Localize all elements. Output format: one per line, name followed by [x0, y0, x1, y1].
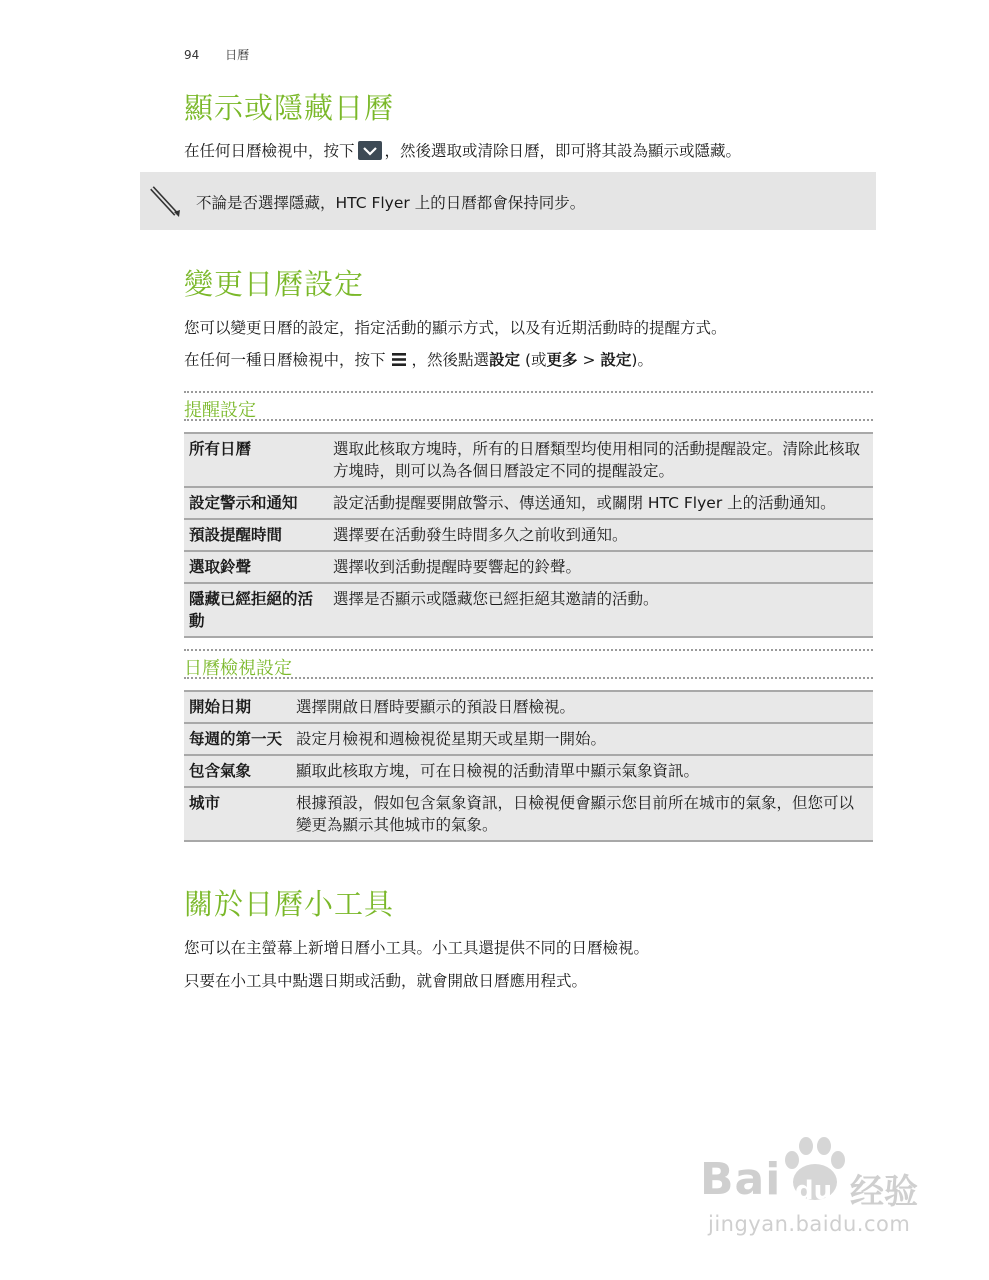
table-row [184, 755, 873, 787]
section-title-change-settings: 變更日曆設定 [184, 267, 365, 301]
baidu-watermark [700, 1134, 940, 1244]
table-row [184, 551, 873, 583]
chevron-down-icon [358, 141, 382, 160]
watermark-url: jingyan.baidu.com [708, 1212, 911, 1236]
menu-icon [389, 350, 409, 369]
note-box [140, 172, 876, 230]
setting-description: 選取此核取方塊時，所有的日曆類型均使用相同的活動提醒設定。清除此核取方塊時，則可以為各個日曆設定不同的提醒設定。 [328, 433, 873, 487]
setting-name: 選取鈴聲 [184, 551, 328, 583]
setting-name: 包含氣象 [184, 755, 291, 787]
section3-para2: 只要在小工具中點選日期或活動，就會開啟日曆應用程式。 [184, 972, 588, 990]
instruction-mid: (或 [520, 351, 547, 369]
pencil-icon [148, 182, 188, 226]
watermark-brand-left: Bai [700, 1154, 782, 1205]
setting-description: 選擇是否顯示或隱藏您已經拒絕其邀請的活動。 [328, 583, 873, 637]
table-row [184, 433, 873, 487]
section2-intro: 您可以變更日曆的設定，指定活動的顯示方式，以及有近期活動時的提醒方式。 [184, 319, 727, 337]
view-settings-heading: 日曆檢視設定 [184, 649, 873, 679]
table-row [184, 583, 873, 637]
setting-description: 顯取此核取方塊，可在日檢視的活動清單中顯示氣象資訊。 [291, 755, 873, 787]
settings-term: 設定 [489, 351, 521, 369]
running-header [184, 46, 249, 63]
view-settings-table [184, 690, 873, 842]
table-row [184, 723, 873, 755]
section-title-show-hide: 顯示或隱藏日曆 [184, 91, 395, 125]
setting-name: 設定警示和通知 [184, 487, 328, 519]
table-row [184, 519, 873, 551]
settings-term-2: 設定 [600, 351, 632, 369]
instruction-text-after: ，然後選取或清除日曆，即可將其設為顯示或隱藏。 [384, 142, 742, 160]
reminder-settings-table [184, 432, 873, 638]
setting-description: 根據預設，假如包含氣象資訊，日檢視便會顯示您目前所在城市的氣象，但您可以變更為顯示其他城市的氣象。 [291, 787, 873, 841]
chapter-title: 日曆 [225, 48, 250, 62]
section-title-widget: 關於日曆小工具 [184, 887, 395, 921]
setting-name: 城市 [184, 787, 291, 841]
setting-description: 設定活動提醒要開啟警示、傳送通知，或關閉 HTC Flyer 上的活動通知。 [328, 487, 873, 519]
setting-description: 選擇要在活動發生時間多久之前收到通知。 [328, 519, 873, 551]
page-number: 94 [184, 48, 200, 62]
instruction-separator: > [577, 351, 601, 369]
watermark-brand-right: du [795, 1176, 833, 1206]
section1-instruction [184, 141, 741, 161]
setting-name: 每週的第一天 [184, 723, 291, 755]
setting-description: 選擇開啟日曆時要顯示的預設日曆檢視。 [291, 691, 873, 723]
more-term: 更多 [546, 351, 578, 369]
setting-description: 設定月檢視和週檢視從星期天或星期一開始。 [291, 723, 873, 755]
setting-name: 預設提醒時間 [184, 519, 328, 551]
note-text: 不論是否選擇隱藏，HTC Flyer 上的日曆都會保持同步。 [196, 194, 586, 212]
instruction-text-before: 在任何一種日曆檢視中，按下 [184, 351, 386, 369]
reminder-settings-heading: 提醒設定 [184, 391, 873, 421]
table-row [184, 487, 873, 519]
table-row [184, 691, 873, 723]
section3-para1: 您可以在主螢幕上新增日曆小工具。小工具還提供不同的日曆檢視。 [184, 939, 650, 957]
instruction-end: )。 [631, 351, 653, 369]
table-row [184, 787, 873, 841]
instruction-text-after: ，然後點選 [411, 351, 490, 369]
setting-description: 選擇收到活動提醒時要響起的鈴聲。 [328, 551, 873, 583]
setting-name: 開始日期 [184, 691, 291, 723]
section2-instruction [184, 350, 653, 370]
instruction-text-before: 在任何日曆檢視中，按下 [184, 142, 355, 160]
watermark-suffix: 经验 [850, 1172, 918, 1212]
setting-name: 隱藏已經拒絕的活動 [184, 583, 328, 637]
setting-name: 所有日曆 [184, 433, 328, 487]
